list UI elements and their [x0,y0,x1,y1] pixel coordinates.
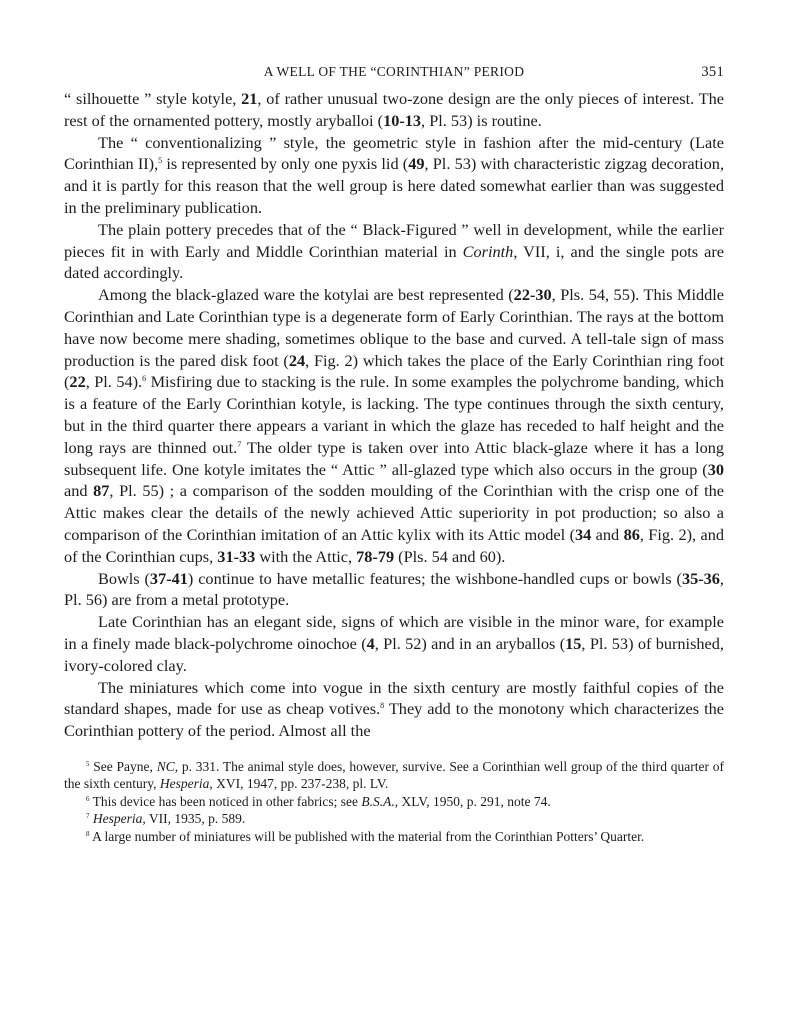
catalogue-number: 22-30 [513,285,552,305]
footnote-ref: 5 [86,759,90,768]
text-run: and [64,481,94,501]
catalogue-number: 24 [288,350,306,370]
catalogue-number: 21 [241,89,258,108]
italic-title: NC [156,758,175,774]
catalogue-number: 34 [575,524,592,544]
text-run: (Pls. 54 and 60). [394,546,506,566]
text-run: and [591,524,624,544]
paragraph [64,284,724,567]
text-run: The miniatures which come into vogue in the sixth century are mostly faithful copies of the standard shapes, made for use as cheap votives. [64,677,724,719]
footnote [64,810,724,827]
text-run: , Pl. 53) is routine. [421,110,542,130]
text-run: They add to the monotony which characterizes the Corinthian pottery of the period. Almost all the [64,699,724,741]
paragraph [64,568,724,612]
paragraph [64,611,724,676]
footnote-ref: 7 [237,439,242,449]
text-run: , p. 331. The animal style does, however, survive. See a Corinthian well group of the third quarter of the sixth century, [64,758,724,792]
running-header [64,62,724,88]
paragraph [64,219,724,284]
text-run: , XVI, 1947, pp. 237-238, pl. LV. [209,776,389,792]
italic-title: Hesperia [159,776,210,792]
text-run: The “ conventionalizing ” style, the geometric style in fashion after the mid-century (Late Corinthian II), [64,132,724,174]
paragraph [64,88,724,132]
footnote-ref: 6 [142,374,147,384]
text-run: A large number of miniatures will be published with the material from the Corinthian Potters’ Quarter. [89,828,645,844]
catalogue-number: 37-41 [149,568,188,588]
text-run: , VII, i, and the single pots are dated accordingly. [64,241,724,283]
catalogue-number: 49 [408,154,425,174]
catalogue-number: 22 [69,372,86,392]
running-title: A WELL OF THE “CORINTHIAN” PERIOD [263,64,525,79]
text-run: The plain pottery precedes that of the “ Black-Figured ” well in development, while the earlier pieces fit in with Early and Middle Corinthian material in [64,219,724,261]
paragraph [64,132,724,219]
text-run: , VII, 1935, p. 589. [142,811,246,827]
text-run: , Pl. 53) of burnished, ivory-colored clay. [64,633,724,675]
text-run: See Payne, [89,758,157,774]
text-run: , Pl. 52) and in an aryballos ( [374,633,566,653]
text-run: , XLV, 1950, p. 291, note 74. [394,793,551,809]
main-text [64,88,724,742]
catalogue-number: 4 [366,633,375,653]
paragraph [64,677,724,742]
catalogue-number: 15 [565,633,582,653]
text-run: “ silhouette ” style kotyle, [64,89,242,108]
footnote [64,828,724,845]
catalogue-number: 31-33 [217,546,256,566]
text-run: This device has been noticed in other fabrics; see [89,793,362,809]
text-run: , Fig. 2), and of the Corinthian cups, [64,524,724,566]
text-run: , Pl. 54). [85,372,143,392]
text-run: , Pl. 53) with characteristic zigzag decoration, and it is partly for this reason that the well group is here dated somewhat earlier than was suggested in the preliminary publication. [64,154,725,217]
italic-title: Hesperia [92,811,143,827]
text-run: is represented by only one pyxis lid ( [162,154,409,174]
italic-title: Corinth [462,241,514,261]
text-run: Among the black-glazed ware the kotylai are best represented ( [98,285,514,305]
text-run: Bowls ( [98,568,150,588]
italic-title: B.S.A. [361,793,395,809]
footnote [64,758,724,793]
footnote-ref: 5 [158,156,163,166]
catalogue-number: 86 [623,524,640,544]
footnotes [64,758,724,845]
catalogue-number: 10-13 [383,110,422,130]
page [64,62,724,845]
footnote-ref: 8 [380,701,385,711]
footnote [64,793,724,810]
footnote-ref: 7 [86,812,90,821]
text-run: , Fig. 2) which takes the place of the Early Corinthian ring foot ( [64,350,724,392]
catalogue-number: 35-36 [681,568,720,588]
catalogue-number: 30 [707,459,724,479]
text-run: , Pl. 56) are from a metal prototype. [64,568,724,610]
footnote-ref: 6 [86,794,90,803]
text-run: Misfiring due to stacking is the rule. In some examples the polychrome banding, which is a feature of the Early Corinthian kotyle, is lacking. The type continues through the sixth century, but in the third quarter there appears a variant in which the glaze has receded to half height and the long rays are thinned out. [64,372,725,457]
text-run: Late Corinthian has an elegant side, signs of which are visible in the minor ware, for example in a finely made black-polychrome oinochoe ( [64,612,724,653]
page-number: 351 [701,64,724,80]
text-run: with the Attic, [255,546,357,566]
catalogue-number: 78-79 [356,546,395,566]
text-run: , Pl. 55) ; a comparison of the sodden moulding of the Corinthian with the crisp one of the Attic makes clear the details of the newly achieved Attic superiority in pot production; so also a comparison of the Corinthian imitation of an Attic kylix with its Attic model ( [64,481,725,544]
catalogue-number: 87 [93,481,110,501]
text-run: The older type is taken over into Attic black-glaze where it has a long subsequent life. One kotyle imitates the “ Attic ” all-glazed type which also occurs in the group ( [64,437,725,479]
text-run: ) continue to have metallic features; the wishbone-handled cups or bowls ( [187,568,682,588]
text-run: , of rather unusual two-zone design are the only pieces of interest. The rest of the ornamented pottery, mostly aryballoi ( [64,89,724,130]
footnote-ref: 8 [86,829,90,838]
text-run: , Pls. 54, 55). This Middle Corinthian and Late Corinthian type is a degenerate form of Early Corinthian. The rays at the bottom have now become mere shading, sometimes oblique to the base and curved. A tell-tale sign of mass production is the pared disk foot ( [64,285,725,370]
